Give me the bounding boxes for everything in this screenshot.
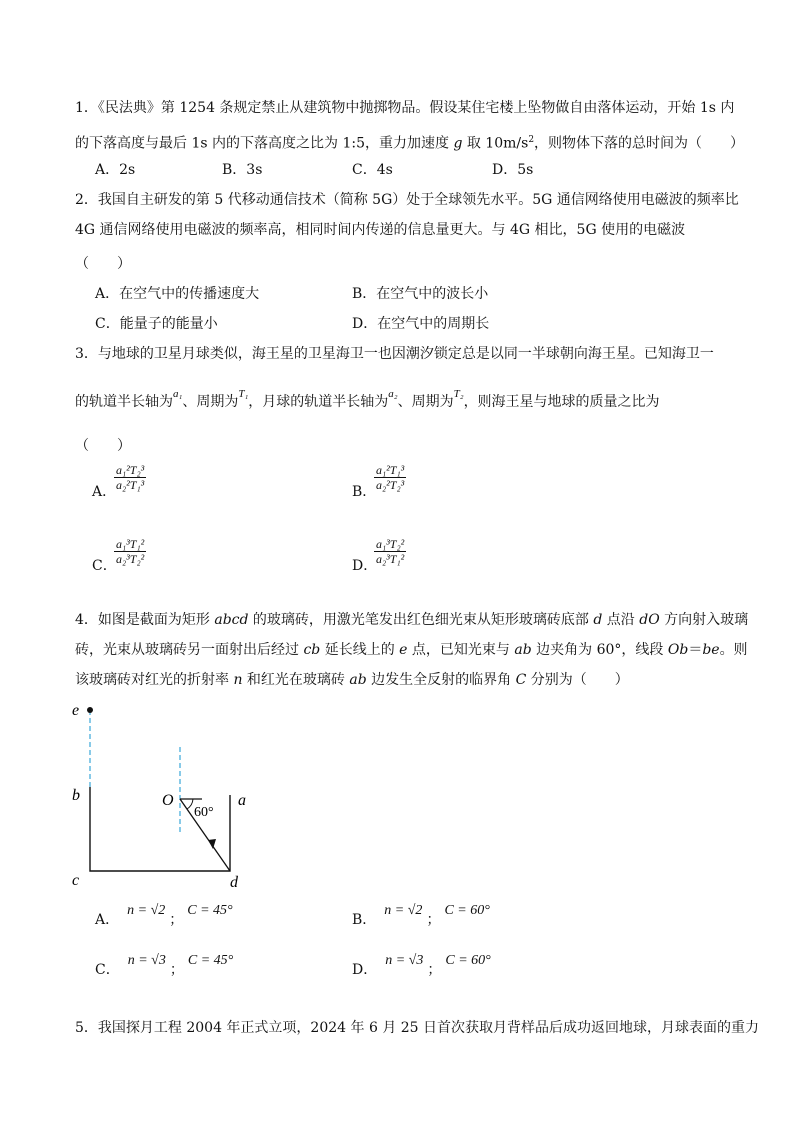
q4-option-b-label: B． [352, 912, 377, 928]
q3-line2-text-b: 、周期为 [182, 394, 239, 410]
q3-T2: T₂ [453, 388, 464, 400]
q3-T1: T₁ [238, 388, 249, 400]
q4-ab-2: ab [349, 672, 367, 688]
q1-option-d: D．5s [492, 162, 534, 178]
q1-option-c: C．4s [352, 162, 393, 178]
q4-text: 4．如图是截面为矩形 [75, 612, 215, 628]
q1-line2 [75, 130, 744, 154]
q3-option-c-den: a₂³T₂² [116, 552, 145, 566]
q3-option-a-den: a₂²T₁³ [116, 478, 145, 492]
q3-line2-text-c: ，月球的轨道半长轴为 [248, 394, 389, 410]
point-e [87, 707, 93, 713]
q4-option-c-n: n = √3 [127, 953, 166, 968]
q3-option-b-num: a₁²T₁³ [376, 463, 405, 477]
q4-option-a-sep: ； [169, 912, 184, 928]
q1-line2-text: 的下落高度与最后 1s 内的下落高度之比为 1:5，重力加速度 [75, 135, 454, 152]
q3-a2: a₂ [388, 388, 398, 400]
q3-option-d-fraction [374, 537, 406, 566]
q3-line3: （ ） [75, 438, 131, 454]
q3-option-a-fraction [114, 463, 146, 492]
q1-g-symbol: g [453, 135, 463, 152]
q4-line1 [75, 610, 748, 630]
q4-option-c-C: C = 45° [187, 953, 234, 968]
ray-arrow [208, 839, 216, 849]
q1-superscript: 2 [528, 135, 535, 145]
q4-line2 [75, 640, 748, 660]
q3-option-b-label: B． [352, 484, 377, 500]
q4-text-3a: 该玻璃砖对红光的折射率 [75, 672, 234, 688]
q1-line2-text-c: ，则物体下落的总时间为（ ） [534, 135, 745, 152]
q3-option-a-num: a₁²T₂³ [116, 463, 145, 477]
q4-figure [60, 695, 290, 895]
q4-abcd: abcd [214, 612, 249, 628]
q4-text-e: 点沿 [602, 612, 640, 628]
label-O: O [162, 792, 174, 809]
q4-text-2g: 边夹角为 60°，线段 [531, 642, 668, 658]
q4-option-d-n: n = √3 [385, 953, 424, 968]
q3-option-d-den: a₂³T₁² [376, 552, 405, 566]
q4-text-g: 方向射入玻璃 [659, 612, 749, 628]
q4-option-d-C: C = 60° [445, 953, 491, 968]
q4-text-2a: 砖，光束从玻璃砖另一面射出后经过 [75, 642, 304, 658]
q3-option-c-fraction [114, 537, 146, 566]
q4-text-c: 的玻璃砖，用激光笔发出红色细光束从矩形玻璃砖底部 [248, 612, 594, 628]
q3-line2-text-e: ，则海王星与地球的质量之比为 [463, 394, 660, 410]
q4-d: d [593, 612, 603, 628]
q4-option-c-label: C． [95, 962, 120, 978]
q4-option-a-C: C = 45° [187, 903, 233, 918]
q3-option-d-num: a₁³T₂² [376, 537, 405, 551]
q4-C: C [515, 672, 527, 688]
q3-option-d-label: D． [352, 558, 378, 574]
q3-a1: a₁ [173, 388, 183, 400]
glass-block-outline [90, 787, 230, 871]
q4-option-d-label: D． [352, 962, 378, 978]
q4-text-2k: 。则 [719, 642, 748, 658]
label-d: d [230, 874, 238, 891]
q4-be: be [702, 642, 720, 658]
angle-arc [187, 799, 193, 809]
q4-dO: dO [639, 612, 660, 628]
q3-option-b-den: a₂²T₂³ [376, 478, 405, 492]
label-b: b [72, 787, 80, 804]
q4-n: n [233, 672, 243, 688]
q1-line1: 1．《民法典》第 1254 条规定禁止从建筑物中抛掷物品。假设某住宅楼上坠物做自由落体运动，开始 1s 内 [75, 100, 735, 116]
q4-text-2c: 延长线上的 [320, 642, 400, 658]
q4-text-2e: 点，已知光束与 [407, 642, 515, 658]
q3-option-c-num: a₁³T₁² [116, 537, 145, 551]
q4-line3 [75, 670, 629, 690]
q1-option-b: B．3s [222, 162, 263, 178]
q2-option-c: C．能量子的能量小 [95, 316, 218, 332]
q4-ab: ab [514, 642, 532, 658]
q4-cb: cb [303, 642, 321, 658]
q4-e: e [399, 642, 408, 658]
q5-line1: 5．我国探月工程 2004 年正式立项，2024 年 6 月 25 日首次获取月背样品后成功返回地球，月球表面的重力 [75, 1020, 760, 1036]
q4-equals: ＝ [688, 642, 703, 658]
q3-option-b-fraction [374, 463, 406, 492]
label-a: a [238, 792, 246, 809]
q4-option-a [95, 903, 233, 931]
q3-option-a-label: A． [92, 484, 117, 500]
label-e: e [72, 702, 80, 719]
q3-line2-text: 的轨道半长轴为 [75, 394, 173, 410]
q4-text-3c: 和红光在玻璃砖 [242, 672, 350, 688]
q4-option-d [352, 953, 491, 981]
q2-line1: 2．我国自主研发的第 5 代移动通信技术（简称 5G）处于全球领先水平。5G 通信网络使用电磁波的频率比 [75, 192, 739, 208]
q4-option-c [95, 953, 234, 981]
q1-option-a: A．2s [95, 162, 136, 178]
q4-option-d-sep: ； [427, 962, 442, 978]
q4-option-b-sep: ； [426, 912, 441, 928]
label-c: c [72, 872, 80, 889]
q4-option-b-n: n = √2 [384, 903, 423, 918]
q3-line2-text-d: 、周期为 [397, 394, 454, 410]
q4-option-a-n: n = √2 [127, 903, 166, 918]
q2-line3: （ ） [75, 256, 131, 272]
q2-option-a: A．在空气中的传播速度大 [95, 286, 260, 302]
q3-line1: 3．与地球的卫星月球类似，海王星的卫星海卫一也因潮汐锁定总是以同一半球朝向海王星。已知海卫一 [75, 346, 714, 362]
q4-Ob: Ob [667, 642, 689, 658]
q2-option-d: D．在空气中的周期长 [352, 316, 490, 332]
q3-option-c-label: C． [92, 558, 117, 574]
q4-option-c-sep: ； [169, 962, 184, 978]
q4-option-a-label: A． [95, 912, 120, 928]
q2-line2: 4G 通信网络使用电磁波的频率高，相同时间内传递的信息量更大。与 4G 相比，5G 使用的电磁波 [75, 222, 686, 238]
q4-text-3g: 分别为（ ） [526, 672, 629, 688]
q2-option-b: B．在空气中的波长小 [352, 286, 489, 302]
q1-line2-text-b: 取 10m/s [462, 135, 529, 152]
q4-option-b [352, 903, 490, 931]
q4-option-b-C: C = 60° [444, 903, 490, 918]
q4-text-3e: 边发生全反射的临界角 [366, 672, 516, 688]
q3-line2 [75, 388, 660, 413]
label-angle: 60° [194, 805, 214, 820]
